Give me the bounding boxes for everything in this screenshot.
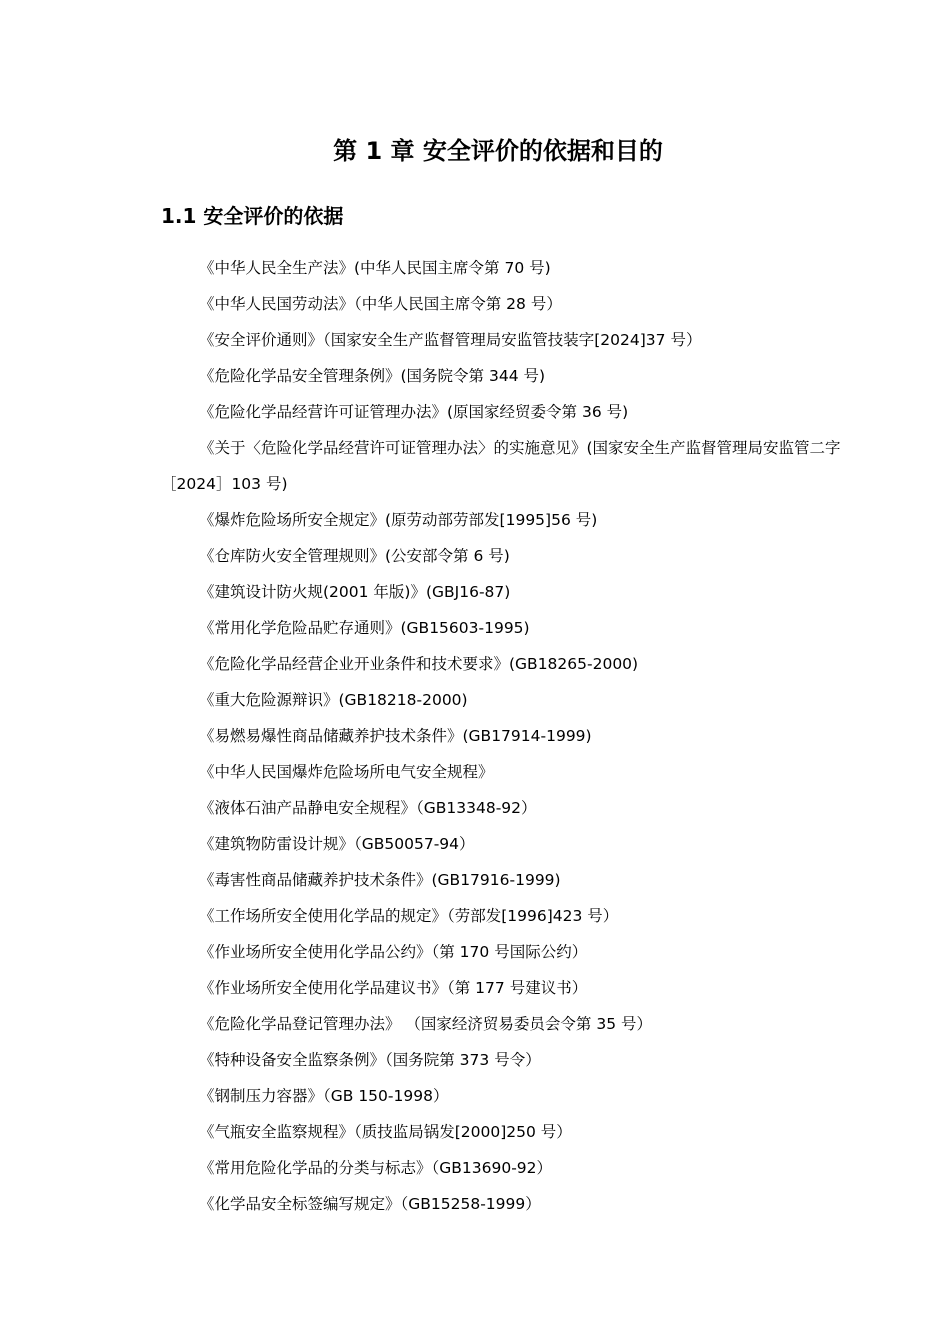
reference-item: 《危险化学品经营许可证管理办法》(原国家经贸委令第 36 号) <box>199 403 629 421</box>
reference-item: 《钢制压力容器》（GB 150-1998） <box>199 1087 449 1105</box>
reference-item: 《危险化学品经营企业开业条件和技术要求》(GB18265-2000) <box>199 655 639 673</box>
reference-item: 《建筑物防雷设计规》（GB50057-94） <box>199 835 475 853</box>
reference-item: 《仓库防火安全管理规则》(公安部令第 6 号) <box>199 547 510 565</box>
reference-item: 《作业场所安全使用化学品建议书》（第 177 号建议书） <box>199 979 588 997</box>
reference-item: 《中华人民国爆炸危险场所电气安全规程》 <box>199 763 494 781</box>
reference-item: 《建筑设计防火规(2001 年版)》(GBJ16-87) <box>199 583 511 601</box>
reference-item: 《液体石油产品静电安全规程》（GB13348-92） <box>199 799 537 817</box>
chapter-title: 第 1 章 安全评价的依据和目的 <box>333 137 663 165</box>
reference-item: 《化学品安全标签编写规定》（GB15258-1999） <box>199 1195 541 1213</box>
section-title: 1.1 安全评价的依据 <box>161 204 344 228</box>
reference-item: 《气瓶安全监察规程》（质技监局锅发[2000]250 号） <box>199 1123 572 1141</box>
reference-item: 《中华人民国劳动法》（中华人民国主席令第 28 号） <box>199 295 562 313</box>
reference-item: 《常用危险化学品的分类与标志》（GB13690-92） <box>199 1159 553 1177</box>
reference-item: 《危险化学品登记管理办法》 （国家经济贸易委员会令第 35 号） <box>199 1015 653 1033</box>
reference-item: 《易燃易爆性商品储藏养护技术条件》(GB17914-1999) <box>199 727 592 745</box>
reference-item: 《特种设备安全监察条例》（国务院第 373 号令） <box>199 1051 541 1069</box>
reference-item: 《中华人民全生产法》(中华人民国主席令第 70 号) <box>199 259 551 277</box>
reference-list <box>161 250 851 1222</box>
reference-item: 《安全评价通则》（国家安全生产监督管理局安监管技装字[2024]37 号） <box>199 331 702 349</box>
reference-item: 《作业场所安全使用化学品公约》（第 170 号国际公约） <box>199 943 588 961</box>
reference-item: 《爆炸危险场所安全规定》(原劳动部劳部发[1995]56 号) <box>199 511 598 529</box>
reference-item: 《常用化学危险品贮存通则》(GB15603-1995) <box>199 619 530 637</box>
reference-item: 《工作场所安全使用化学品的规定》（劳部发[1996]423 号） <box>199 907 619 925</box>
reference-item: 《危险化学品安全管理条例》(国务院令第 344 号) <box>199 367 546 385</box>
reference-item: 《关于〈危险化学品经营许可证管理办法〉的实施意见》(国家安全生产监督管理局安监管二字［2024］103 号) <box>161 439 841 493</box>
reference-item: 《重大危险源辩识》(GB18218-2000) <box>199 691 468 709</box>
reference-item: 《毒害性商品储藏养护技术条件》(GB17916-1999) <box>199 871 561 889</box>
